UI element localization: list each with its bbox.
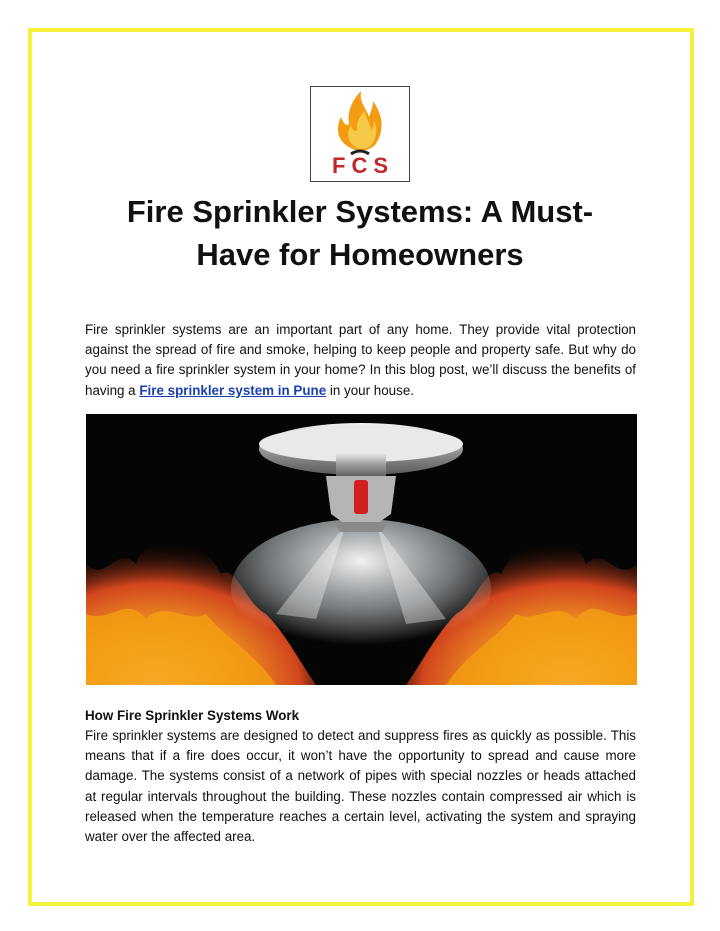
intro-text-end: in your house. (326, 382, 414, 398)
sprinkler-photo-illustration (86, 414, 637, 685)
title-line-2: Have for Homeowners (196, 237, 524, 272)
section-body: Fire sprinkler systems are designed to detect and suppress fires as quickly as possible. This means that if a fire does occur, it won’t have the opportunity to spread and cause more damage. The systems consist of a network of pipes with special nozzles or heads attached at regular intervals throughout the building. These nozzles contain compressed air which is released when the temperature reaches a certain level, activating the system and spraying water over the affected area. (85, 728, 636, 845)
logo-letters: FCS (332, 153, 394, 178)
intro-paragraph (85, 320, 636, 401)
fire-sprinkler-pune-link[interactable]: Fire sprinkler system in Pune (139, 382, 327, 398)
title-line-1: Fire Sprinkler Systems: A Must- (126, 194, 594, 229)
section-heading: How Fire Sprinkler Systems Work (85, 708, 300, 723)
company-logo (310, 86, 410, 182)
sprinkler-fire-photo (86, 414, 637, 685)
intro-text: Fire sprinkler systems are an important part of any home. They provide vital protection against the spread of fire and smoke, helping to keep people and property safe. But why do you need a fire sprinkler system in your home? In this blog post, we’ll discuss the benefits of having a (85, 322, 636, 398)
page-title (60, 190, 660, 276)
